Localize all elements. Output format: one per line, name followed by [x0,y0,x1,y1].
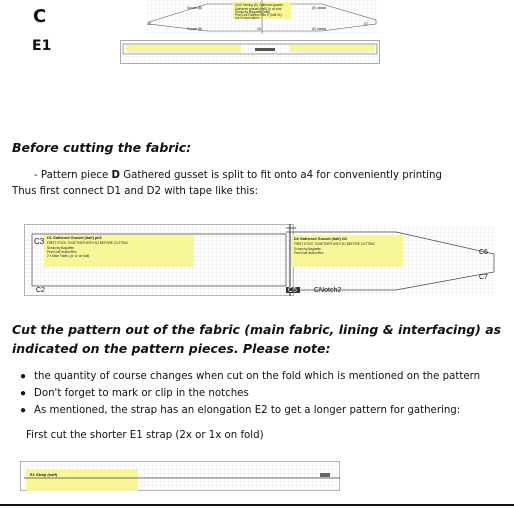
top-mark-mid: C6 [257,27,262,31]
label-c3: C3 [34,237,45,246]
label-cnotch2: CNotch2 [314,287,342,294]
pattern-strip-top [147,0,378,34]
d1-line: Scrunchy Baguette [47,246,74,250]
d1-line: 2 x Main Fabric (or 1x on fold) [47,254,90,258]
bullet-dot-icon: ● [20,405,27,416]
para1-prefix: - Pattern piece [34,170,112,181]
d1-line: PeerCosFashionRec [47,250,77,254]
list-item [20,385,510,402]
gusset-diagram-svg [24,224,506,296]
top-mark-right: E2 [364,22,368,26]
d1-title: D1 Gathered Gusset (half) pt/2 [47,236,102,240]
top-center-line: Gathered gusset (half) 2x on fold [235,7,282,11]
pattern-strip-e1 [120,40,380,64]
gusset-diagram [24,224,506,296]
strap-label: E1 Strap (half) [30,472,58,477]
paragraph-connect: Thus first connect D1 and D2 with tape like this: [12,186,258,197]
list-item [20,368,510,385]
label-c2: C2 [36,287,45,294]
label-c: C [33,6,47,27]
strap-e1-pattern [20,461,340,491]
top-center-line: Scrunchy Baguette (half) [235,10,271,14]
strap-e1-svg [20,461,340,491]
top-seam-left: Gusset (B) [187,6,203,10]
d2-title: D2 Gathered Gusset (half) 2/2 [294,237,348,241]
bullet-list [20,368,510,419]
bullet-text: Don't forget to mark or clip in the notches [34,388,249,399]
top-center-line: PeerCos Fashion Rec E (half 2x) [235,13,282,17]
bullet-text: As mentioned, the strap has an elongation E2 to get a longer pattern for gathering: [34,405,461,416]
top-seam-right: (E) waistd [312,6,327,10]
top-seam-right2: (E) waistd [312,27,327,31]
heading-cut-pattern: Cut the pattern out of the fabric (main fabric, lining & interfacing) as indicated on the pattern pieces. Please note: [12,322,502,356]
heading-before-cutting: Before cutting the fabric: [12,140,192,155]
para1-bold: D [111,170,120,181]
bullet-text: the quantity of course changes when cut on the fold which is mentioned on the pattern [34,371,481,382]
top-center-line: cut 2x from fabric [235,16,260,20]
d2-line: FIRST STICK TOGETHER WITH D1 BEFORE CUTTING [294,242,375,246]
d2-line: Scrunchy Baguette [294,247,321,251]
pattern-strip-e1-svg [120,40,380,64]
d2-line: PeerCosFashionRec [294,251,324,255]
para1-suffix: Gathered gusset is split to fit onto a4 for conveniently printing [119,170,442,181]
label-e1: E1 [32,38,52,54]
top-mark-left: C5 [147,22,152,26]
label-c7: C7 [479,274,488,281]
top-center-title: CNS Sewing (E) Gathered gusset [235,3,283,7]
label-c6: C6 [479,249,488,256]
page-divider [0,504,514,506]
bullet-dot-icon: ● [20,388,27,399]
paragraph-pattern-piece [34,170,442,181]
bullet-dot-icon: ● [20,371,27,382]
d1-line: FIRST STICK TOGETHER WITH D2 BEFORE CUTTING [47,241,128,245]
label-c5: C5 [288,287,297,294]
list-item [20,402,510,419]
first-cut-text: First cut the shorter E1 strap (2x or 1x on fold) [26,430,264,441]
top-seam-left2: Gusset (B) [187,27,203,31]
